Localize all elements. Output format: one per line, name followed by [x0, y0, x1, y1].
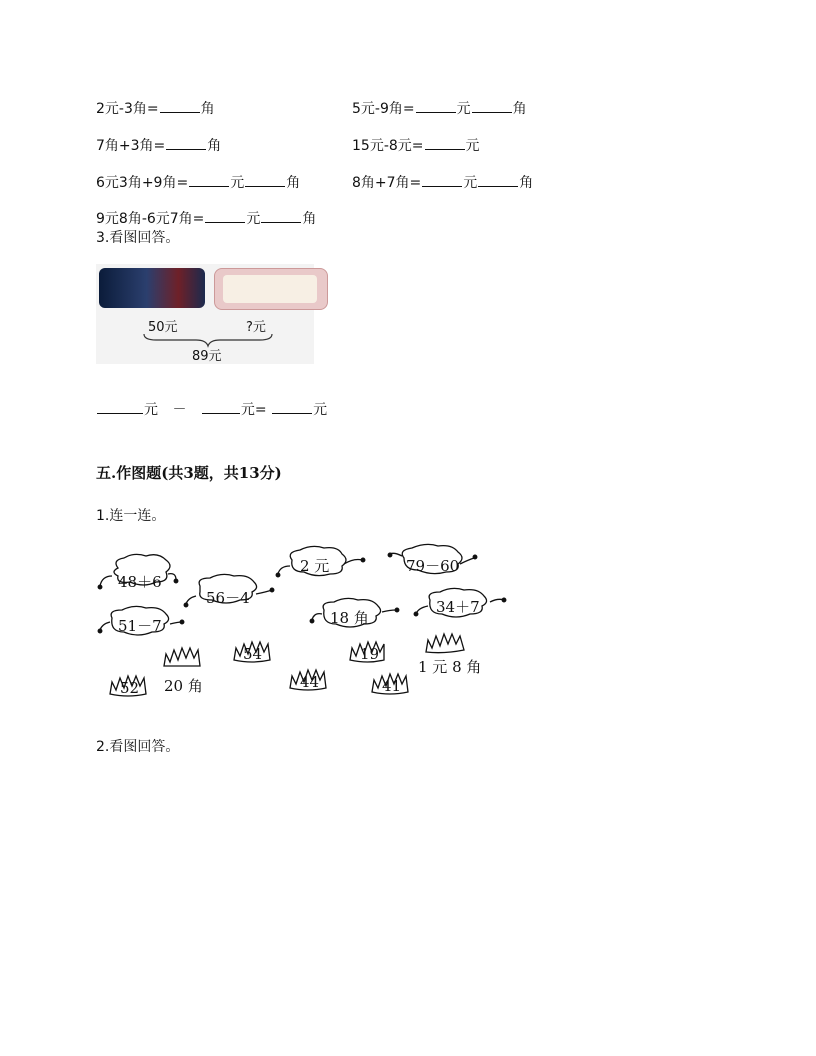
unit-label: 元: [144, 402, 158, 418]
problem-text: 15元-8元=: [352, 138, 424, 154]
problem-text: 5元-9角=: [352, 101, 415, 117]
unit-label: 元: [313, 402, 328, 418]
grass-44[interactable]: 44: [300, 673, 320, 691]
unit-label: 元: [463, 175, 478, 191]
problem-text: 2元-3角=: [96, 101, 159, 117]
blob-79-minus-60[interactable]: 79－60: [406, 557, 460, 575]
problem-text: 6元3角+9角=: [96, 175, 189, 191]
unit-label: 角: [207, 138, 222, 154]
blob-48-plus-6[interactable]: 48＋6: [118, 573, 162, 591]
question-3-title: 3.看图回答。: [96, 230, 180, 246]
minus-sign: －: [172, 402, 187, 418]
price-label-b: ?元: [246, 320, 266, 335]
unit-label: 元: [230, 175, 245, 191]
unit-label: 元: [246, 211, 261, 227]
problem-text: 9元8角-6元7角=: [96, 211, 205, 227]
unit-label: 元=: [240, 402, 267, 418]
unit-label: 元: [456, 101, 471, 117]
price-label-a: 50元: [148, 320, 178, 335]
section-5-heading: 五.作图题(共3题，共13分): [96, 464, 282, 482]
grass-54[interactable]: 54: [243, 645, 263, 663]
problem-text: 7角+3角=: [96, 138, 166, 154]
grass-19[interactable]: 19: [360, 645, 380, 663]
blob-51-minus-7[interactable]: 51－7: [118, 617, 162, 635]
total-label: 89元: [192, 349, 222, 364]
question-2-title: 2.看图回答。: [96, 739, 180, 755]
unit-label: 角: [302, 211, 317, 227]
unit-label: 角: [200, 101, 215, 117]
unit-label: 角: [512, 101, 527, 117]
problem-text: 8角+7角=: [352, 175, 422, 191]
question-1-title: 1.连一连。: [96, 508, 166, 524]
unit-label: 角: [286, 175, 301, 191]
grass-41[interactable]: 41: [382, 677, 402, 695]
blob-18-jiao[interactable]: 18 角: [330, 609, 369, 627]
unit-label: 角: [519, 175, 534, 191]
blob-34-plus-7[interactable]: 34＋7: [436, 598, 480, 616]
blob-56-minus-4[interactable]: 56－4: [206, 589, 250, 607]
grass-20-jiao[interactable]: 20 角: [164, 677, 203, 695]
blob-2-yuan[interactable]: 2 元: [300, 557, 330, 575]
grass-52[interactable]: 52: [120, 679, 140, 697]
unit-label: 元: [465, 138, 480, 154]
grass-1-yuan-8-jiao[interactable]: 1 元 8 角: [418, 658, 482, 676]
